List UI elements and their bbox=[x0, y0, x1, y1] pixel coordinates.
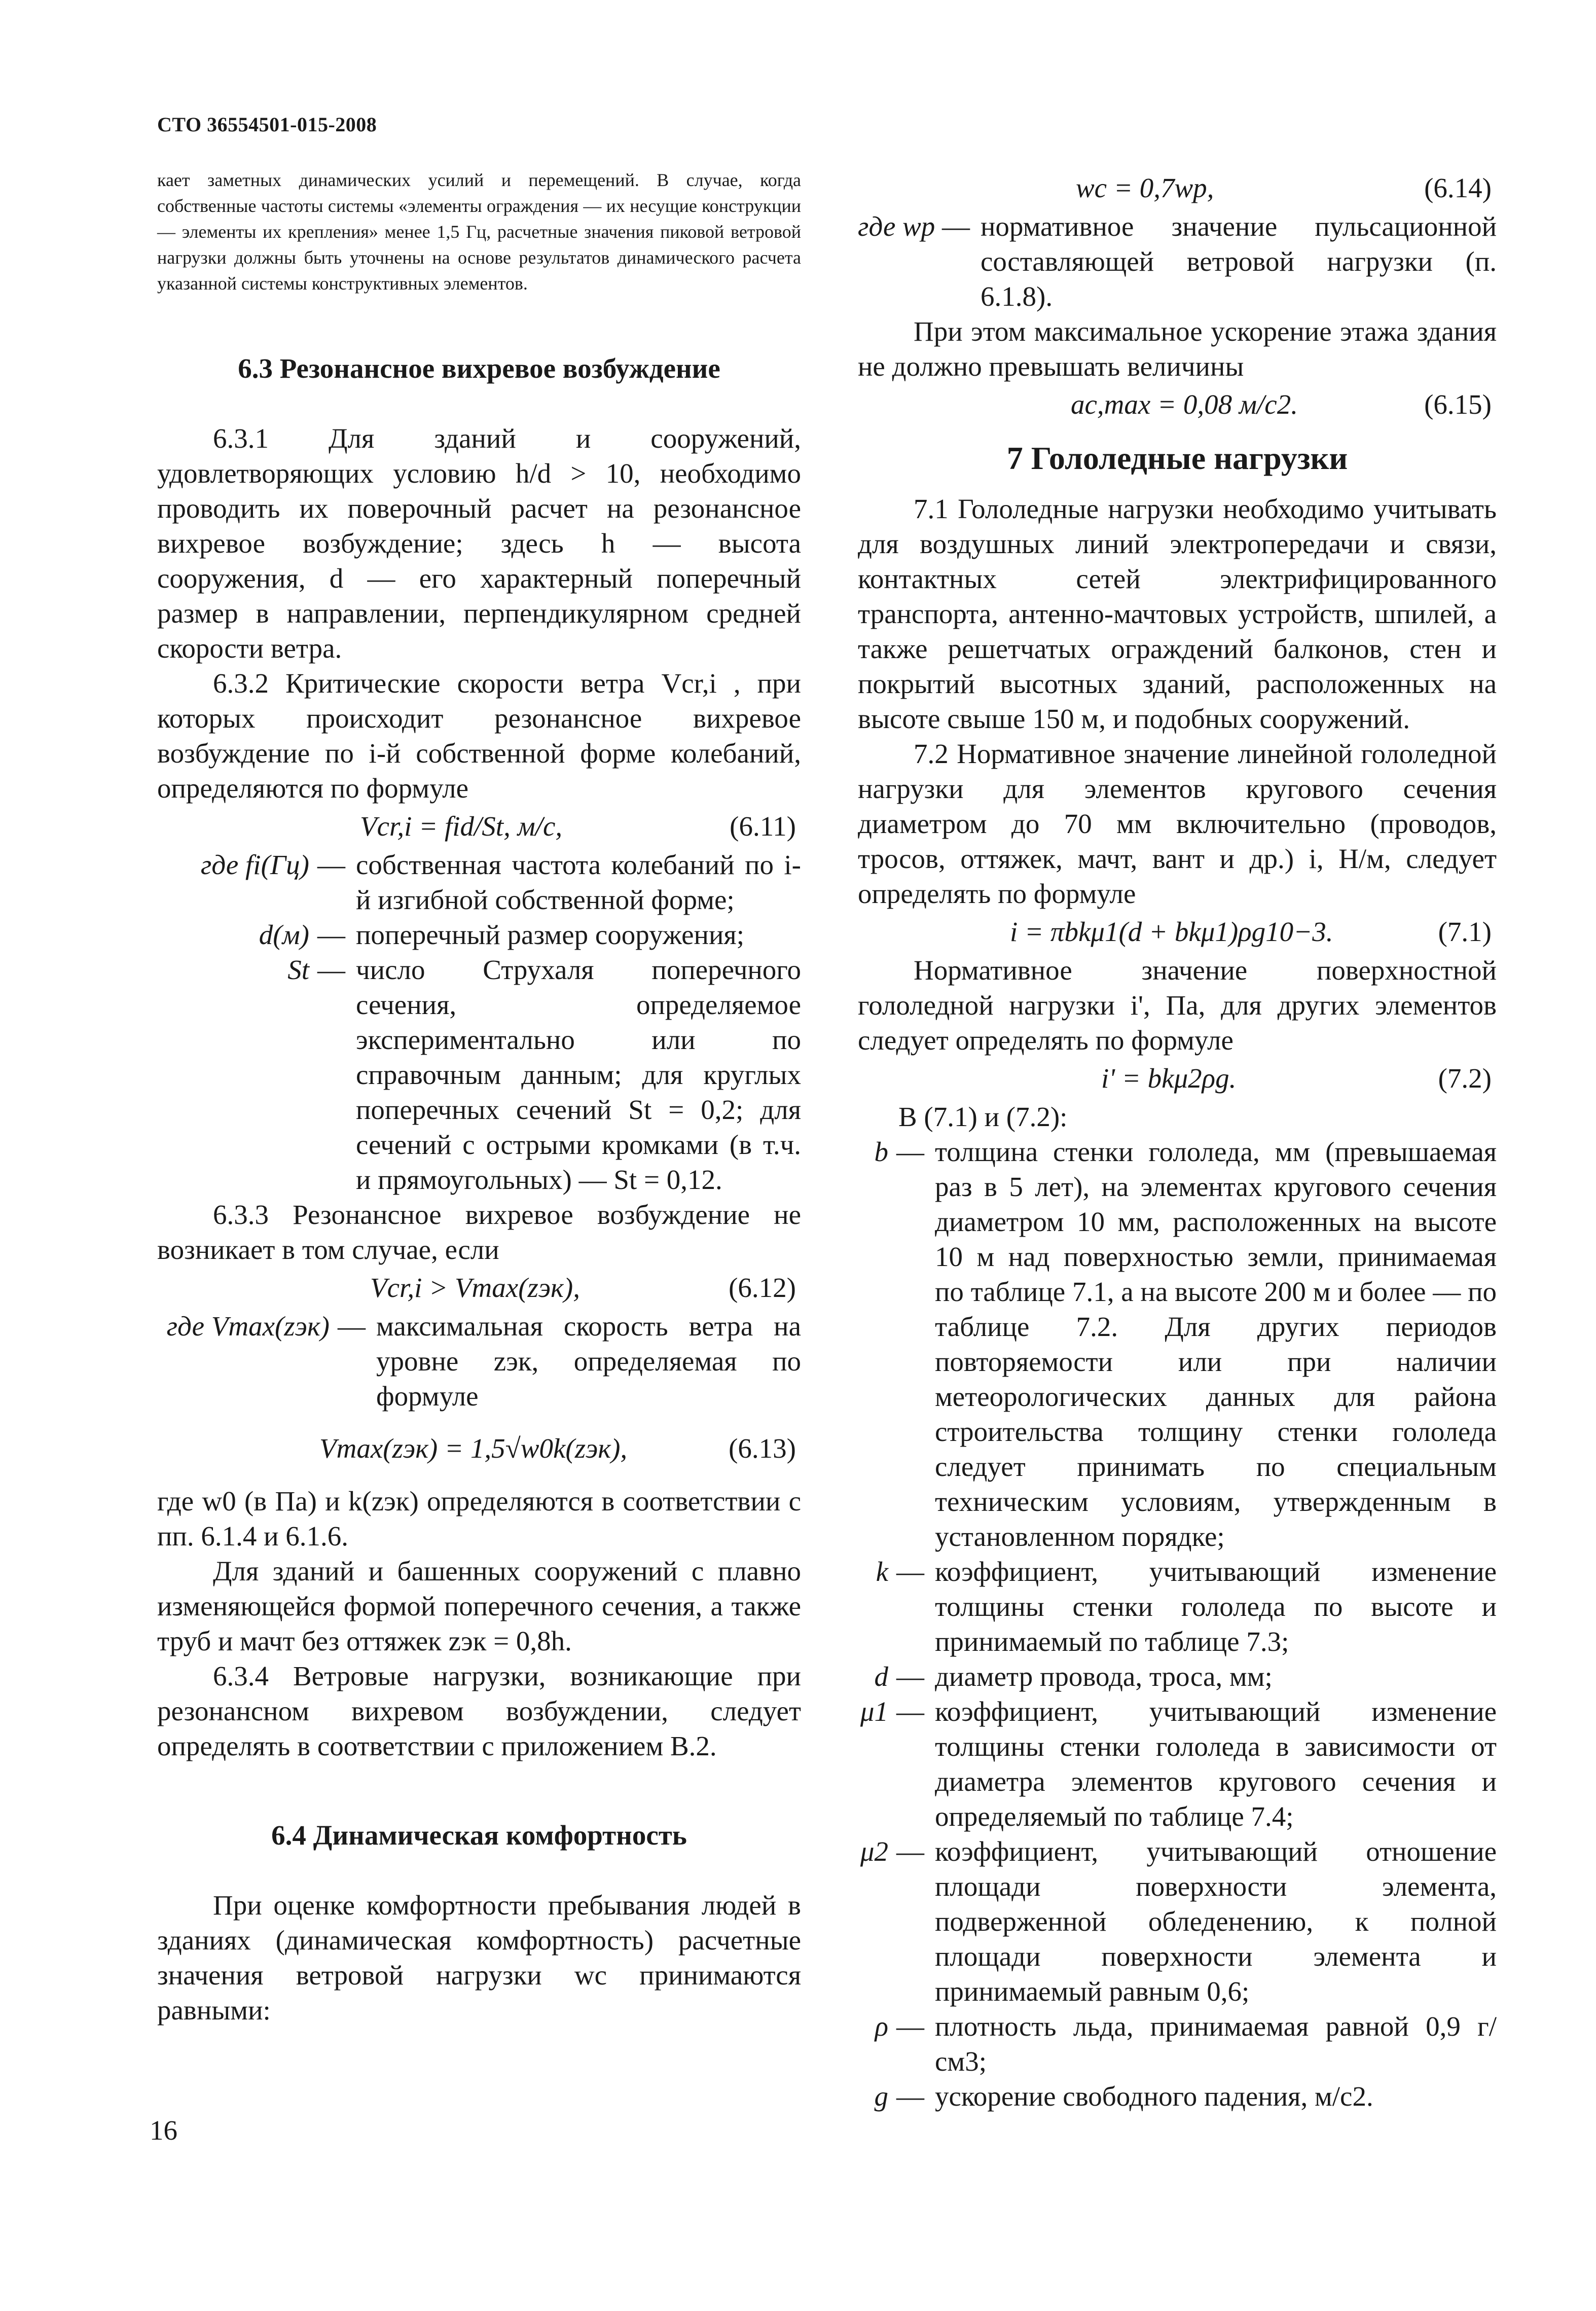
definition-symbol: где fi(Гц) bbox=[200, 849, 309, 880]
definition-symbol: d(м) bbox=[259, 919, 309, 950]
definition-dash: — bbox=[896, 1696, 924, 1727]
definition-text: число Струхаля поперечного сечения, определяемое экспериментально или по справочным данным; для круглых поперечных сечений St = 0,2; для сечений с острыми кромками (в т.ч. и прямоугольных) — St = 0,12. bbox=[356, 954, 801, 1195]
paragraph-6-3-1: 6.3.1 Для зданий и сооружений, удовлетворяющих условию h/d > 10, необходимо проводить их поверочный расчет на резонансное вихревое возбуждение; здесь h — высота сооружения, d — его характерный поперечный размер в направлении, перпендикулярном средней скорости ветра. bbox=[157, 423, 801, 664]
paragraph-7-1: 7.1 Гололедные нагрузки необходимо учитывать для воздушных линий электропередачи и связи, контактных сетей электрифицированного транспорта, антенно-мачтовых устройств, шпилей, а также решетчатых ограждений балконов, стен и покрытий высотных зданий, расположенных на высоте свыше 150 м, и подобных сооружений. bbox=[858, 493, 1497, 734]
formula-6-13-number: (6.13) bbox=[729, 1433, 796, 1464]
formula-7-2-expression: i' = bkμ2ρg. bbox=[1101, 1063, 1237, 1094]
definition-dash: — bbox=[317, 849, 345, 880]
definition-symbol: k bbox=[876, 1556, 888, 1587]
page-number: 16 bbox=[150, 2115, 177, 2146]
definition-dash: — bbox=[338, 1311, 366, 1342]
definition-text: коэффициент, учитывающий изменение толщины стенки гололеда в зависимости от диаметра элементов кругового сечения и определяемый по таблице 7.4; bbox=[935, 1696, 1497, 1832]
definitions-6-12 bbox=[157, 1309, 801, 1414]
definition-text: ускорение свободного падения, м/с2. bbox=[935, 2081, 1373, 2112]
formula-6-15 bbox=[858, 384, 1497, 425]
formula-6-11-expression: Vcr,i = fid/St, м/с, bbox=[360, 811, 563, 842]
definition-symbol: St bbox=[287, 954, 309, 985]
right-column bbox=[858, 167, 1497, 2114]
definition-text: максимальная скорость ветра на уровне zэк, определяемая по формуле bbox=[376, 1311, 801, 1412]
formula-6-12 bbox=[157, 1267, 801, 1309]
paragraph-6-3-4: 6.3.4 Ветровые нагрузки, возникающие при резонансном вихревом возбуждении, следует определять в соответствии с приложением В.2. bbox=[157, 1660, 801, 1761]
definition-dash: — bbox=[896, 1661, 924, 1692]
definition-text: нормативное значение пульсационной составляющей ветровой нагрузки (п. 6.1.8). bbox=[981, 211, 1497, 312]
definition-text: поперечный размер сооружения; bbox=[356, 919, 744, 950]
section-7-heading: 7 Гололедные нагрузки bbox=[1006, 440, 1348, 476]
formula-6-12-expression: Vcr,i > Vmax(zэк), bbox=[370, 1272, 580, 1303]
formula-6-15-expression: ac,max = 0,08 м/с2. bbox=[1071, 389, 1298, 420]
paragraph-formula-6-13-where: где w0 (в Па) и k(zэк) определяются в соответствии с пп. 6.1.4 и 6.1.6. bbox=[157, 1486, 801, 1551]
definition-symbol: d bbox=[874, 1661, 888, 1692]
definition-symbol: ρ bbox=[875, 2011, 888, 2042]
definition-dash: — bbox=[896, 1556, 924, 1587]
definition-text: коэффициент, учитывающий изменение толщины стенки гололеда по высоте и принимаемый по таблице 7.3; bbox=[935, 1556, 1497, 1657]
definition-dash: — bbox=[896, 1836, 924, 1867]
paragraph-in-formulas: В (7.1) и (7.2): bbox=[898, 1101, 1068, 1132]
formula-6-14-expression: wc = 0,7wp, bbox=[1076, 172, 1214, 203]
formula-7-1 bbox=[858, 911, 1497, 953]
intro-paragraph: кает заметных динамических усилий и перемещений. В случае, когда собственные частоты системы «элементы ограждения — их несущие конструкции — элементы их крепления» менее 1,5 Гц, расчетные значения пиковой ветровой нагрузки должны быть уточнены на основе результатов динамического расчета указанной системы конструктивных элементов. bbox=[157, 170, 801, 294]
section-6-3-heading: 6.3 Резонансное вихревое возбуждение bbox=[238, 353, 720, 384]
formula-7-2-number: (7.2) bbox=[1438, 1063, 1492, 1094]
definition-text: диаметр провода, троса, мм; bbox=[935, 1661, 1273, 1692]
definition-dash: — bbox=[896, 1136, 924, 1167]
formula-7-2 bbox=[858, 1058, 1497, 1099]
formula-6-12-number: (6.12) bbox=[729, 1272, 796, 1303]
definitions-7 bbox=[858, 1134, 1497, 2114]
definition-dash: — bbox=[942, 211, 970, 242]
paragraph-7-2: 7.2 Нормативное значение линейной гололедной нагрузки для элементов кругового сечения диаметром до 70 мм включительно (проводов, тросов, оттяжек, мачт, вант и др.) i, Н/м, следует определять по формуле bbox=[858, 738, 1497, 909]
formula-7-1-number: (7.1) bbox=[1438, 916, 1492, 947]
paragraph-6-3-2: 6.3.2 Критические скорости ветра Vcr,i , при которых происходит резонансное вихревое возбуждение по i-й собственной форме колебаний, определяются по формуле bbox=[157, 668, 801, 804]
definition-dash: — bbox=[317, 919, 345, 950]
definition-dash: — bbox=[896, 2011, 924, 2042]
paragraph-6-4: При оценке комфортности пребывания людей в зданиях (динамическая комфортность) расчетные значения ветровой нагрузки wc принимаются равными: bbox=[157, 1890, 801, 2026]
definition-text: собственная частота колебаний по i-й изгибной собственной форме; bbox=[356, 849, 801, 915]
definition-symbol: g bbox=[874, 2081, 888, 2112]
definition-dash: — bbox=[317, 954, 345, 985]
formula-7-1-expression: i = πbkμ1(d + bkμ1)ρg10−3. bbox=[1010, 916, 1333, 947]
paragraph-surface-load: Нормативное значение поверхностной гололедной нагрузки i', Па, для других элементов следует определять по формуле bbox=[858, 955, 1497, 1056]
formula-6-15-number: (6.15) bbox=[1424, 389, 1492, 420]
definition-text: коэффициент, учитывающий отношение площади поверхности элемента, подверженной обледенению, к полной площади поверхности элемента и принимаемый равным 0,6; bbox=[935, 1836, 1497, 2007]
formula-6-14-number: (6.14) bbox=[1424, 172, 1492, 203]
definitions-6-11 bbox=[157, 847, 801, 1197]
paragraph-6-3-3: 6.3.3 Резонансное вихревое возбуждение не возникает в том случае, если bbox=[157, 1199, 801, 1265]
definition-text: толщина стенки гололеда, мм (превышаемая раз в 5 лет), на элементах кругового сечения диаметром 10 мм, расположенных на высоте 10 м над поверхностью земли, принимаемая по таблице 7.1, а на высоте 200 м и более — по таблице 7.2. Для других периодов повторяемости или при наличии метеорологических данных для района строительства толщину стенки гололеда следует принимать по специальным техническим условиям, утвержденным в установленном порядке; bbox=[935, 1136, 1497, 1552]
definition-symbol: μ2 bbox=[860, 1836, 888, 1867]
definition-symbol: μ1 bbox=[860, 1696, 888, 1727]
formula-6-14 bbox=[858, 167, 1497, 209]
definition-text: плотность льда, принимаемая равной 0,9 г/см3; bbox=[935, 2011, 1497, 2077]
formula-6-11 bbox=[157, 806, 801, 847]
document-code-header: СТО 36554501-015-2008 bbox=[157, 113, 377, 136]
formula-6-13-expression: Vmax(zэк) = 1,5√w0k(zэк), bbox=[319, 1433, 628, 1464]
formula-6-13 bbox=[157, 1428, 801, 1469]
paragraph-towers: Для зданий и башенных сооружений с плавно изменяющейся формой поперечного сечения, а также труб и мачт без оттяжек zэк = 0,8h. bbox=[157, 1556, 801, 1656]
definition-symbol: b bbox=[874, 1136, 888, 1167]
formula-6-11-number: (6.11) bbox=[730, 811, 796, 842]
definition-symbol: где wp bbox=[858, 211, 935, 242]
left-column bbox=[157, 167, 801, 2028]
paragraph-acceleration: При этом максимальное ускорение этажа здания не должно превышать величины bbox=[858, 316, 1497, 382]
definition-symbol: где Vmax(zэк) bbox=[166, 1311, 330, 1342]
definition-dash: — bbox=[896, 2081, 924, 2112]
section-6-4-heading: 6.4 Динамическая комфортность bbox=[271, 1820, 687, 1851]
definitions-6-14 bbox=[858, 209, 1497, 314]
